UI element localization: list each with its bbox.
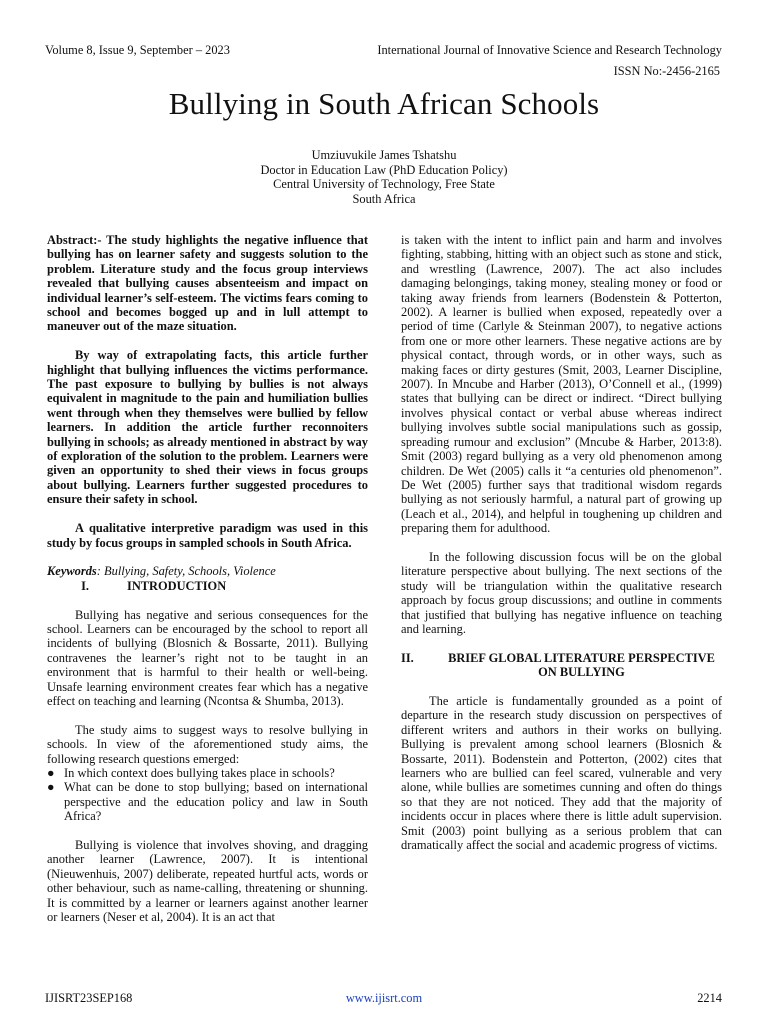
author-degree: Doctor in Education Law (PhD Education Policy) (260, 162, 508, 177)
paper-title: Bullying in South African Schools (168, 86, 600, 121)
body-paragraph: Bullying has negative and serious consequences for the school. Learners can be encouraged by the school to report all incidents of bullying (Blosnich & Bossarte, 2011). Bullying contravenes the learner’s right not to be taught in an environment that is harmful to their health or well-being. Unsafe learning environment creates fear which has a negative effect on teaching and learning (Ncontsa & Shumba, 2013). (47, 607, 368, 708)
abstract-paragraph: A qualitative interpretive paradigm was used in this study by focus groups in sampled schools in South Africa. (47, 521, 368, 550)
research-questions (47, 766, 368, 824)
section-title: INTRODUCTION (127, 578, 227, 593)
question-text: What can be done to stop bullying; based on international perspective and the education policy and law in South Africa? (64, 780, 368, 824)
list-item (47, 765, 368, 780)
section-number: II. (401, 650, 414, 665)
author-country: South Africa (352, 191, 416, 206)
author-name: Umziuvukile James Tshatshu (311, 148, 457, 162)
journal-url-link[interactable]: www.ijisrt.com (345, 991, 423, 1005)
volume-issue: Volume 8, Issue 9, September – 2023 (45, 43, 230, 57)
section-number: I. (81, 578, 89, 593)
right-column (401, 233, 722, 852)
section-heading (401, 651, 722, 680)
author-institution: Central University of Technology, Free State (273, 177, 495, 191)
journal-name: International Journal of Innovative Science and Research Technology (377, 43, 722, 57)
body-paragraph: The article is fundamentally grounded as a point of departure in the research study discussion on perspectives of different writers and authors in their works on bullying. Bullying is prevalent among school learners (Blosnich & Bossarte, 2011). Bodenstein and Potterton, (2002) cites that learners who are bullied can feel scared, vulnerable and very alone, while bullies are sometimes cunning and often do things so that they are not noticed. They add that the majority of incidents occur in places where there is little adult supervision. Smit (2003) point bullying as a serious problem that can dramatically affect the social and academic progress of victims. (401, 693, 722, 853)
author-block (0, 148, 768, 206)
abstract-paragraph: By way of extrapolating facts, this article further highlight that bullying influences the victims performance. The past exposure to bullying by bullies is not always equivalent in magnitude to the pain and humiliation bullies went through when they themselves were bullied by fellow learners. In addition the article further reconnoiters bullying in schools; as already mentioned in abstract by way of exploration of the solution to the problem. Learners were given an opportunity to shed their views in focus groups about bullying. Learners further suggested procedures to ensure their safety in school. (47, 348, 368, 507)
bullet-icon: ● (47, 765, 55, 780)
article-id: IJISRT23SEP168 (45, 991, 133, 1005)
keywords-text: : Bullying, Safety, Schools, Violence (96, 564, 276, 579)
left-column (47, 233, 368, 924)
body-paragraph: In the following discussion focus will be on the global literature perspective about bullying. The next sections of the study will be triangulation within the qualitative research approach by focus group discussions; and outline in comments that justified that bullying has negative influence on teaching and learning. (401, 549, 722, 636)
keywords (47, 564, 368, 578)
abstract-paragraph: Abstract:- The study highlights the negative influence that bullying has on learner safety and suggests solution to the problem. Literature study and the focus group interviews revealed that bullying causes absenteeism and impact on individual learner’s self-esteem. The victims fears coming to school and becomes bogged up and in lull attempt to maneuver out of the maze situation. (47, 233, 368, 334)
body-paragraph: The study aims to suggest ways to resolve bullying in schools. In view of the aforementioned study aims, the following research questions emerged: (47, 722, 368, 766)
section-heading (47, 579, 368, 593)
body-paragraph: is taken with the intent to inflict pain and harm and involves fighting, stabbing, hitting with an object such as stone and stick, and wrestling (Lawrence, 2007). The act also includes damaging belongings, taking money, stealing money or food or taking away friends from learners (Bodenstein & Potterton, 2002). A learner is bullied when exposed, repeatedly over a period of time (Carlyle & Steinman 2007), to negative actions from one or more other learners. These negative actions are by physical contact, through words, or in other ways, such as making faces or dirty gestures (Smit, 2003, Learner Discipline, 2007). In Mncube and Harber (2013), O’Connell et al., (1999) states that bullying can be direct or indirect. “Direct bullying involves physical contact or verbal abuse whereas indirect bullying involves subtle social manipulations such as gossip, spreading rumour and exclusion” (Mncube & Harber, 2013:8). Smit (2003) regard bullying as a very old phenomenon among children. De Wet (2005) calls it “a centuries old phenomenon”. De Wet (2005) further says that traditional wisdom regards bullying as not seriously harmful, a natural part of growing up (Leach et al., 2014), and helpful in toughening up children and preparing them for adulthood. (401, 233, 722, 536)
body-paragraph: Bullying is violence that involves shoving, and dragging another learner (Lawrence, 2007). It is intentional (Nieuwenhuis, 2007) deliberate, repeated hurtful acts, words or other behaviour, such as name-calling, threatening or shunning. It is committed by a learner or learners against another learner or learners (Neser et al, 2004). It is an act that (47, 837, 368, 924)
question-text: In which context does bullying takes place in schools? (64, 765, 335, 780)
issn: ISSN No:-2456-2165 (613, 64, 720, 78)
list-item (47, 780, 368, 824)
keywords-label: Keywords (47, 564, 97, 579)
page-number: 2214 (697, 991, 722, 1005)
bullet-icon: ● (47, 780, 55, 795)
section-title: BRIEF GLOBAL LITERATURE PERSPECTIVE ON BULLYING (448, 650, 715, 680)
